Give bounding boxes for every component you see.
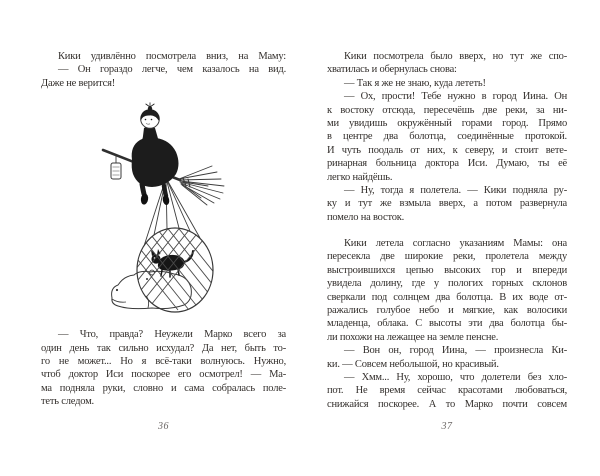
text-line: пересекла две широкие реки, пролетела между	[327, 251, 567, 263]
text-line: Кики удивлённо посмотрела вниз, на Маму:	[58, 51, 286, 62]
text-line: в центре два болотца, соединённые протокой.	[327, 131, 567, 143]
text-line: снижайся поскорее. А то Марко почти совсем	[327, 398, 567, 410]
paragraph	[327, 344, 567, 371]
paragraph	[327, 77, 567, 90]
page-number-right: 37	[441, 421, 453, 432]
text-line: младенца, облака. С высоты эти два болотца бы-	[327, 318, 567, 330]
text-line: — Так я же не знаю, куда лететь!	[344, 77, 486, 89]
text-line: один день так сильно исхудал? Да нет, быть то-	[41, 342, 286, 354]
text-line: И чуть поодаль от них, к северу, и стоит вете-	[327, 144, 567, 156]
text-line: Даже не верится!	[41, 77, 116, 89]
text-line: чтоб доктор Иси поскорее его осмотрел! — Ма-	[41, 369, 286, 381]
paragraph	[41, 63, 286, 90]
text-line: сверкали под солнцем два болотца. В их воде от-	[327, 291, 567, 303]
paragraph	[41, 50, 286, 63]
page-number-left: 36	[158, 421, 169, 432]
text-line: ма подняла руки, словно и сама собралась поле-	[41, 382, 286, 394]
text-line: ринарная больница доктора Иси. Думаю, ты её	[327, 158, 567, 170]
paragraph	[327, 90, 567, 184]
text-line: ми увидишь окружённый горами город. Прямо	[327, 117, 567, 129]
text-line: ражались голубое небо и мягкие, как волосики	[327, 305, 567, 317]
paragraph	[327, 50, 567, 77]
text-line: выстроившихся цепью высоких гор и впереди	[327, 264, 567, 276]
text-line: пот. Не время сейчас красотами любоваться,	[327, 385, 567, 397]
text-line: теть следом.	[41, 396, 94, 408]
text-line: ку и тут же взмыла вверх, а потом развернула	[327, 198, 567, 210]
text-line: — Ну, тогда я полетела. — Кики подняла ру-	[344, 184, 567, 196]
text-line: го не может... Но я всё-таки волнуюсь. Нужно,	[41, 355, 286, 367]
text-line: — Вон он, город Иина, — произнесла Ки-	[344, 345, 567, 357]
paragraph	[41, 328, 286, 408]
text-line: ли похожи на лежащее на земле пенсне.	[327, 331, 499, 343]
text-line: хватилась и обернулась снова:	[327, 64, 457, 76]
text-line: — Хмм... Ну, хорошо, что долетели без хло-	[344, 371, 567, 383]
text-line: помело на восток.	[327, 211, 405, 223]
text-line: к востоку отсюда, пересечёшь две реки, за ни-	[327, 104, 567, 116]
left-page	[41, 50, 286, 409]
text-line: Кики посмотрела было вверх, но тут же спо-	[344, 51, 567, 62]
paragraph	[327, 237, 567, 344]
text-line: Кики летела согласно указаниям Мамы: она	[344, 238, 567, 250]
book-illustration	[41, 102, 286, 314]
text-line: — Что, правда? Неужели Марко всего за	[58, 329, 286, 341]
illustration-kiki-broom-net	[100, 102, 228, 314]
paragraph	[327, 184, 567, 224]
text-line: ки. — Совсем небольшой, но красивый.	[327, 358, 499, 370]
text-line: — Ох, прости! Тебе нужно в город Иина. Он	[344, 91, 567, 103]
text-line: увидела долину, где у пологих горных склонов	[327, 278, 567, 290]
text-line: — Он гораздо легче, чем казалось на вид.	[58, 64, 286, 76]
text-line: легко найдёшь.	[327, 171, 393, 183]
hanging-radio-icon	[111, 156, 121, 180]
right-page	[327, 50, 567, 411]
paragraph	[327, 371, 567, 411]
